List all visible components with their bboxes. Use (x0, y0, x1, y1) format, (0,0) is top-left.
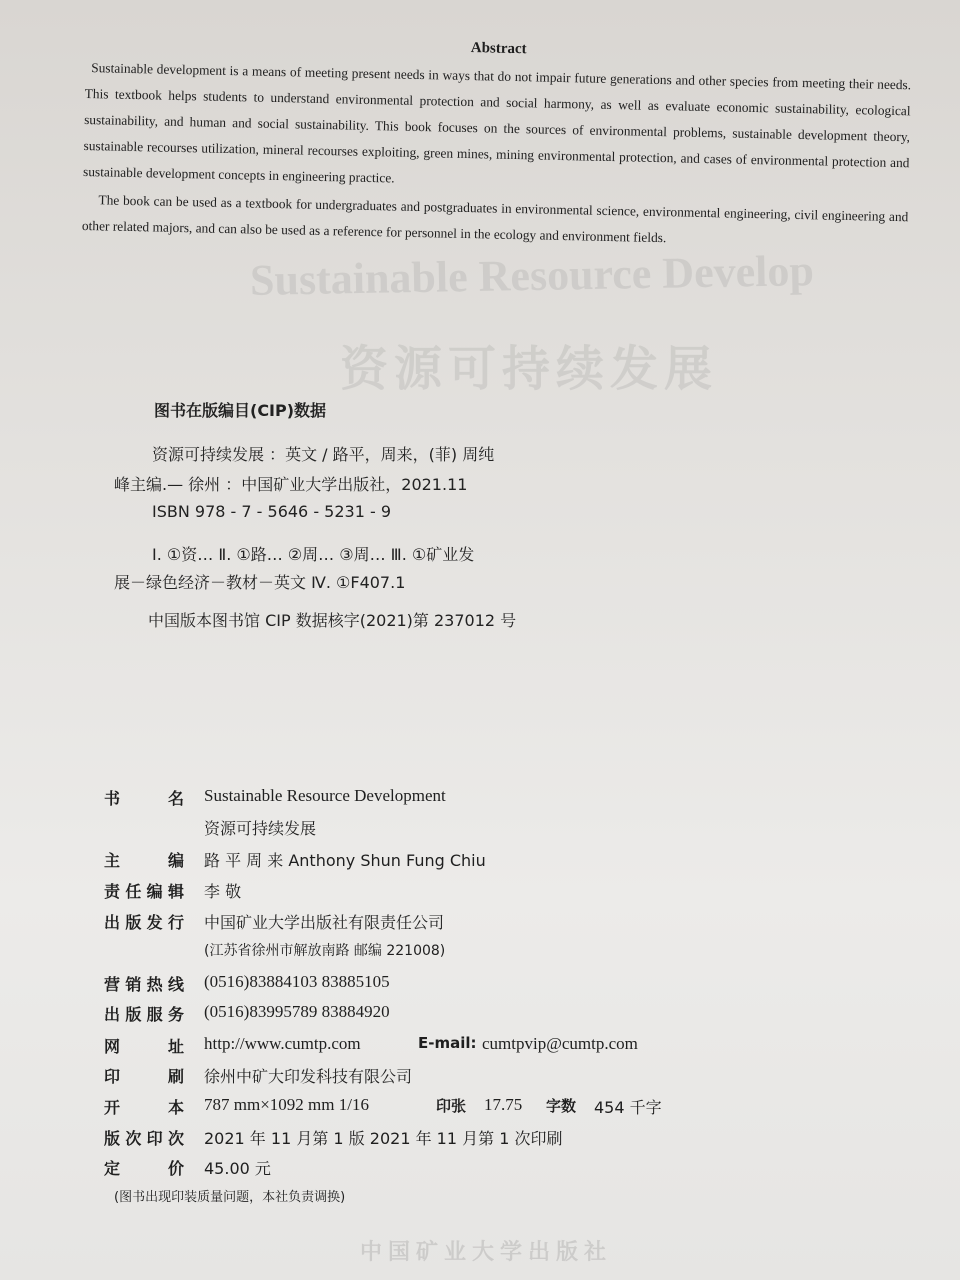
abstract-paragraph-1: Sustainable development is a means of meeting present needs in ways that do not impair future generations and other species from meeting their needs. This textbook helps students to understand environmental protection and social harmony, as well as evaluate economic sustainability, ecological sustainability, and human and social sustainability. This book focuses on the sources of environmental problems, sustainable development theory, sustainable recourses utilization, mineral recourses exploiting, green mines, mining environmental protection, and cases of environmental protection and sustainable development concepts in engineering practice. (82, 60, 912, 186)
title-label: 书 名 (104, 789, 184, 808)
website-url: http://www.cumtp.com (204, 1034, 361, 1053)
quality-note: (图书出现印装质量问题，本社负责调换) (114, 1190, 346, 1205)
bleed-through-title-cn: 资源可持续发展 (340, 343, 719, 396)
cip-line-5: 展－绿色经济－教材－英文 Ⅳ. ①F407.1 (114, 573, 406, 592)
publisher: 中国矿业大学出版社有限责任公司 (204, 913, 445, 932)
printer-label: 印 刷 (104, 1067, 184, 1086)
printer: 徐州中矿大印发科技有限公司 (204, 1067, 413, 1086)
publisher-address: (江苏省徐州市解放南路 邮编 221008) (204, 943, 446, 959)
words-value: 454 千字 (594, 1098, 662, 1117)
service-phone: (0516)83995789 83884920 (204, 1002, 390, 1021)
cip-title: 图书在版编目(CIP)数据 (154, 401, 327, 420)
cip-line-1: 资源可持续发展 ：英文 / 路平，周来，(菲) 周纯 (152, 445, 495, 464)
marketing-label: 营销热线 (104, 975, 184, 994)
price-label: 定 价 (104, 1159, 184, 1178)
bleed-through-publisher: 中国矿业大学出版社 (360, 1239, 613, 1264)
price: 45.00 元 (204, 1159, 271, 1178)
editors: 路 平 周 来 Anthony Shun Fung Chiu (204, 851, 486, 870)
marketing-phone: (0516)83884103 83885105 (204, 972, 390, 991)
cip-isbn: ISBN 978 - 7 - 5646 - 5231 - 9 (152, 502, 392, 521)
service-label: 出版服务 (104, 1005, 184, 1024)
format-label: 开 本 (104, 1098, 184, 1117)
sheets-value: 17.75 (484, 1095, 523, 1114)
title-cn: 资源可持续发展 (204, 819, 317, 838)
edition: 2021 年 11 月第 1 版 2021 年 11 月第 1 次印刷 (204, 1129, 563, 1148)
cip-line-4: Ⅰ. ①资… Ⅱ. ①路… ②周… ③周… Ⅲ. ①矿业发 (152, 545, 475, 564)
cip-verification-number: 中国版本图书馆 CIP 数据核字(2021)第 237012 号 (148, 611, 517, 630)
cip-line-2: 峰主编.— 徐州 ：中国矿业大学出版社，2021.11 (114, 475, 468, 494)
bleed-through-title-en: Sustainable Resource Develop (249, 246, 815, 305)
email-label: E-mail: (418, 1034, 477, 1052)
sheets-label: 印张 (436, 1097, 467, 1115)
abstract-heading: Abstract (470, 40, 527, 58)
abstract-section (82, 32, 912, 256)
edition-label: 版次印次 (104, 1129, 184, 1148)
publisher-label: 出版发行 (104, 913, 184, 932)
words-label: 字数 (546, 1097, 577, 1115)
website-label: 网 址 (104, 1037, 184, 1056)
resp-editor-label: 责任编辑 (104, 882, 184, 901)
editor-label: 主 编 (104, 851, 184, 870)
email-address: cumtpvip@cumtp.com (482, 1034, 638, 1053)
title-en: Sustainable Resource Development (204, 786, 446, 805)
resp-editor: 李 敬 (204, 882, 242, 901)
format: 787 mm×1092 mm 1/16 (204, 1095, 369, 1114)
abstract-paragraph-2: The book can be used as a textbook for undergraduates and postgraduates in environmental science, environmental engineering, civil engineering and other related majors, and can also be used as a reference for personnel in the ecology and environment fields. (81, 192, 909, 246)
